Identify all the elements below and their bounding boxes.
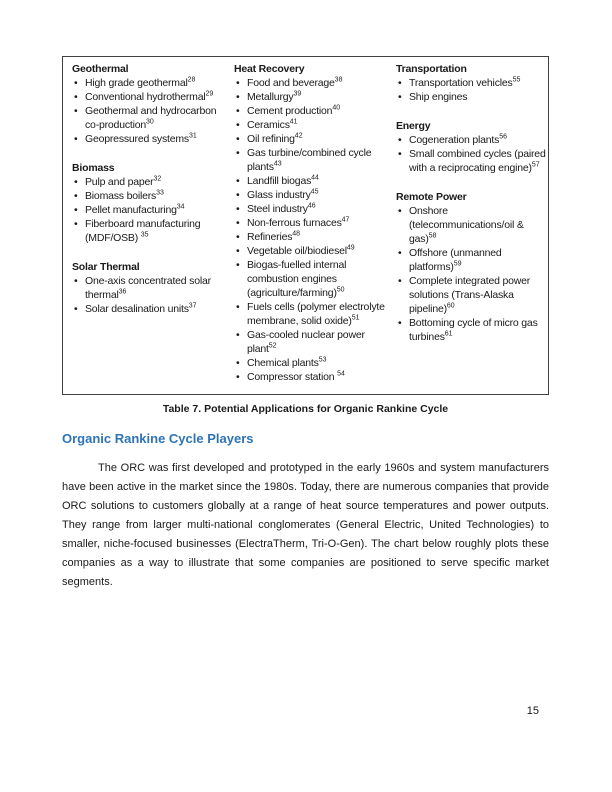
footnote-ref: 37 [188,302,197,310]
bullet-icon: • [236,147,240,159]
list-item [234,328,386,356]
bullet-icon: • [398,134,402,146]
table-section [396,190,548,344]
list-item-text: Gas turbine/combined cycle plants$^{43}$ [247,147,372,173]
footnote-ref: 57 [531,161,540,169]
footnote-ref: 38 [334,76,343,84]
list-item-text: Vegetable oil/biodiesel$^{49}$ [247,244,355,257]
list-item [234,104,386,118]
bullet-icon: • [236,91,240,103]
bullet-icon: • [398,205,402,217]
list-item-text: Refineries$^{48}$ [247,230,301,243]
list-item-text: Pellet manufacturing$^{34}$ [85,203,185,216]
bullet-icon: • [74,303,78,315]
list-item [234,188,386,202]
bullet-icon: • [398,317,402,329]
bullet-icon: • [74,133,78,145]
body-paragraph: The ORC was first developed and prototyped in the early 1960s and system manufacturers have been active in the market since the 1980s. Today, there are numerous companies that provide ORC solutions to customers globally at a range of heat source temperatures and power outputs. They range from larger multi-national conglomerates (General Electric, United Technologies) to smaller, niche-focused businesses (ElectraTherm, Tri-O-Gen). The chart below roughly plots these companies as a way to illustrate that some companies are positioned to serve specific market segments. [62,462,549,588]
table-section-heading: Remote Power [396,191,467,203]
bullet-icon: • [74,190,78,202]
list-item-text: Steel industry$^{46}$ [247,202,316,215]
footnote-ref: 46 [307,202,316,210]
table-column-3 [396,62,548,384]
list-item-text: Ceramics$^{41}$ [247,118,298,131]
list-item-text: Biogas-fuelled internal combustion engines (agriculture/farming)$^{50}$ [247,259,347,299]
list-item [234,356,386,370]
footnote-ref: 61 [444,330,453,338]
footnote-ref: 48 [292,230,301,238]
list-item [234,76,386,90]
list-item-text: Fiberboard manufacturing (MDF/OSB) $^{35}$ [85,218,201,244]
bullet-icon: • [236,371,240,383]
bullet-icon: • [236,357,240,369]
bullet-icon: • [236,105,240,117]
list-item [396,76,548,90]
list-item [396,204,548,246]
bullet-icon: • [236,245,240,257]
bullet-icon: • [74,77,78,89]
list-item-text: Bottoming cycle of micro gas turbines$^{61}$ [409,317,538,343]
bullet-icon: • [236,301,240,313]
list-item [234,146,386,174]
list-item-text: Geopressured systems$^{31}$ [85,132,197,145]
list-item-text: Small combined cycles (paired with a reciprocating engine)$^{57}$ [409,148,546,174]
list-item-text: Non-ferrous furnaces$^{47}$ [247,216,350,229]
table-section-heading: Energy [396,120,431,132]
list-item-text: Pulp and paper$^{32}$ [85,175,162,188]
table-section [72,161,224,245]
footnote-ref: 32 [153,175,162,183]
list-item [234,90,386,104]
bullet-icon: • [236,77,240,89]
list-item [72,175,224,189]
list-item [72,189,224,203]
bullet-icon: • [74,204,78,216]
footnote-ref: 49 [346,244,355,252]
bullet-icon: • [74,275,78,287]
list-item-text: Cement production$^{40}$ [247,104,341,117]
footnote-ref: 33 [156,189,164,197]
bullet-icon: • [236,175,240,187]
table-section-heading: Heat Recovery [234,63,305,75]
list-item [234,118,386,132]
bullet-icon: • [398,275,402,287]
page-number: 15 [526,705,539,717]
footnote-ref: 41 [289,118,298,126]
list-item-text: Complete integrated power solutions (Trans-Alaska pipeline)$^{60}$ [409,275,531,315]
list-item-text: Landfill biogas$^{44}$ [247,174,319,187]
bullet-icon: • [74,176,78,188]
applications-table [62,56,549,395]
list-item [234,216,386,230]
bullet-icon: • [398,247,402,259]
list-item-text: Conventional hydrothermal$^{29}$ [85,90,214,103]
list-item [234,230,386,244]
list-item [72,274,224,302]
table-section-heading: Solar Thermal [72,261,140,273]
footnote-ref: 54 [337,370,345,378]
footnote-ref: 31 [188,132,197,140]
list-item [396,246,548,274]
list-item [396,147,548,175]
footnote-ref: 43 [273,160,282,168]
list-item [396,316,548,344]
footnote-ref: 34 [176,203,185,211]
bullet-icon: • [236,189,240,201]
list-item-text: Compressor station $^{54}$ [247,370,345,383]
footnote-ref: 53 [318,356,327,364]
list-item [396,274,548,316]
list-item [234,174,386,188]
bullet-icon: • [236,231,240,243]
footnote-ref: 51 [351,314,360,322]
table-caption: Table 7. Potential Applications for Organic Rankine Cycle [162,403,449,415]
footnote-ref: 47 [341,216,350,224]
list-item [72,132,224,146]
table-section [72,62,224,146]
footnote-ref: 44 [311,174,319,182]
table-section [72,260,224,316]
list-item-text: Gas-cooled nuclear power plant$^{52}$ [247,329,365,355]
list-item [396,133,548,147]
list-item-text: One-axis concentrated solar thermal$^{36}$ [85,275,211,301]
bullet-icon: • [236,217,240,229]
list-item-text: Oil refining$^{42}$ [247,132,303,145]
list-item [396,90,548,104]
list-item-text: Cogeneration plants$^{56}$ [409,133,507,146]
footnote-ref: 56 [499,133,507,141]
list-item-text: Ship engines [409,91,468,103]
footnote-ref: 42 [294,132,303,140]
bullet-icon: • [236,259,240,271]
footnote-ref: 55 [512,76,521,84]
bullet-icon: • [74,218,78,230]
bullet-icon: • [398,91,402,103]
list-item [72,76,224,90]
list-item [72,302,224,316]
list-item [234,300,386,328]
footnote-ref: 60 [446,302,455,310]
footnote-ref: 52 [268,342,277,350]
table-column-1 [72,62,224,384]
list-item-text: Chemical plants$^{53}$ [247,356,327,369]
table-column-2 [234,62,386,384]
list-item [72,217,224,245]
list-item-text: Geothermal and hydrocarbon co-production$^{30}$ [85,105,217,131]
table-section-heading: Transportation [396,63,467,75]
list-item-text: High grade geothermal$^{28}$ [85,76,196,89]
list-item-text: Transportation vehicles$^{55}$ [409,76,521,89]
list-item-text: Onshore (telecommunications/oil & gas)$^{58}$ [409,205,524,245]
table-section-heading: Biomass [72,162,115,174]
footnote-ref: 59 [453,260,462,268]
footnote-ref: 30 [146,118,154,126]
list-item-text: Glass industry$^{45}$ [247,188,319,201]
list-item [72,203,224,217]
section-heading-orc-players: Organic Rankine Cycle Players [62,431,254,446]
footnote-ref: 35 [140,231,149,239]
table-section-heading: Geothermal [72,63,129,75]
list-item [234,258,386,300]
list-item [234,370,386,384]
table-section [396,119,548,175]
list-item-text: Offshore (unmanned platforms)$^{59}$ [409,247,502,273]
bullet-icon: • [236,203,240,215]
footnote-ref: 58 [428,232,437,240]
bullet-icon: • [398,148,402,160]
table-section [396,62,548,104]
list-item [72,104,224,132]
bullet-icon: • [236,133,240,145]
footnote-ref: 36 [118,288,127,296]
list-item [72,90,224,104]
list-item-text: Solar desalination units$^{37}$ [85,302,197,315]
footnote-ref: 50 [336,286,345,294]
footnote-ref: 39 [293,90,302,98]
list-item-text: Fuels cells (polymer electrolyte membrane, solid oxide)$^{51}$ [247,301,385,327]
list-item [234,244,386,258]
list-item-text: Food and beverage$^{38}$ [247,76,343,89]
list-item [234,202,386,216]
bullet-icon: • [74,105,78,117]
bullet-icon: • [74,91,78,103]
list-item [234,132,386,146]
list-item-text: Biomass boilers$^{33}$ [85,189,164,202]
footnote-ref: 28 [187,76,196,84]
list-item-text: Metallurgy$^{39}$ [247,90,302,103]
footnote-ref: 45 [310,188,319,196]
bullet-icon: • [236,119,240,131]
footnote-ref: 29 [205,90,214,98]
bullet-icon: • [398,77,402,89]
bullet-icon: • [236,329,240,341]
table-section [234,62,386,384]
footnote-ref: 40 [332,104,341,112]
